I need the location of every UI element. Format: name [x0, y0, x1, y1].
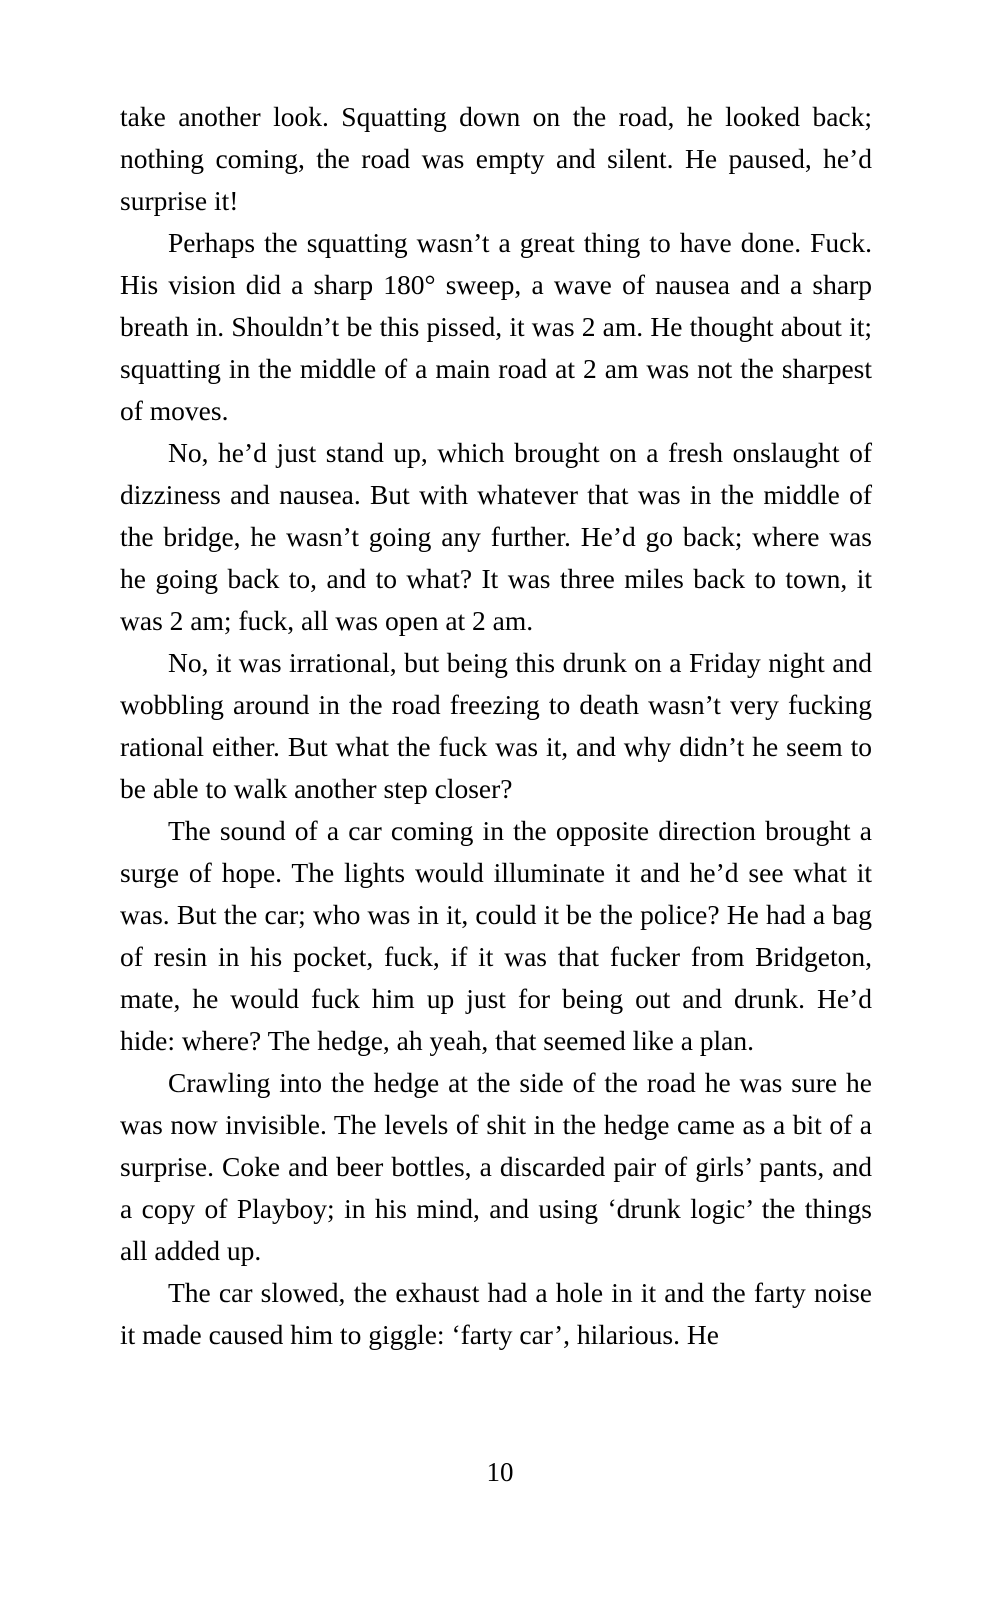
paragraph: Crawling into the hedge at the side of the road he was sure he was now invisible. The levels of shit in the hedge came as a bit of a surprise. Coke and beer bottles, a discarded pair of girls’ pants, and a copy of Playboy; in his mind, and using ‘drunk logic’ the things all added up. [120, 1067, 872, 1266]
paragraph: The sound of a car coming in the opposite direction brought a surge of hope. The lights would illuminate it and he’d see what it was. But the car; who was in it, could it be the police? He had a bag of resin in his pocket, fuck, if it was that fucker from Bridgeton, mate, he would fuck him up just for being out and drunk. He’d hide: where? The hedge, ah yeah, that seemed like a plan. [120, 815, 872, 1056]
page-number: 10 [486, 1457, 514, 1487]
page-body-text [120, 96, 872, 1356]
paragraph: take another look. Squatting down on the road, he looked back; nothing coming, the road was empty and silent. He paused, he’d surprise it! [120, 101, 872, 216]
paragraph: No, he’d just stand up, which brought on a fresh onslaught of dizziness and nausea. But with whatever that was in the middle of the bridge, he wasn’t going any further. He’d go back; where was he going back to, and to what? It was three miles back to town, it was 2 am; fuck, all was open at 2 am. [120, 437, 872, 636]
paragraph: Perhaps the squatting wasn’t a great thing to have done. Fuck. His vision did a sharp 180° sweep, a wave of nausea and a sharp breath in. Shouldn’t be this pissed, it was 2 am. He thought about it; squatting in the middle of a main road at 2 am was not the sharpest of moves. [120, 227, 872, 426]
paragraph: No, it was irrational, but being this drunk on a Friday night and wobbling around in the road freezing to death wasn’t very fucking rational either. But what the fuck was it, and why didn’t he seem to be able to walk another step closer? [120, 647, 872, 804]
paragraph: The car slowed, the exhaust had a hole in it and the farty noise it made caused him to giggle: ‘farty car’, hilarious. He [120, 1277, 872, 1350]
